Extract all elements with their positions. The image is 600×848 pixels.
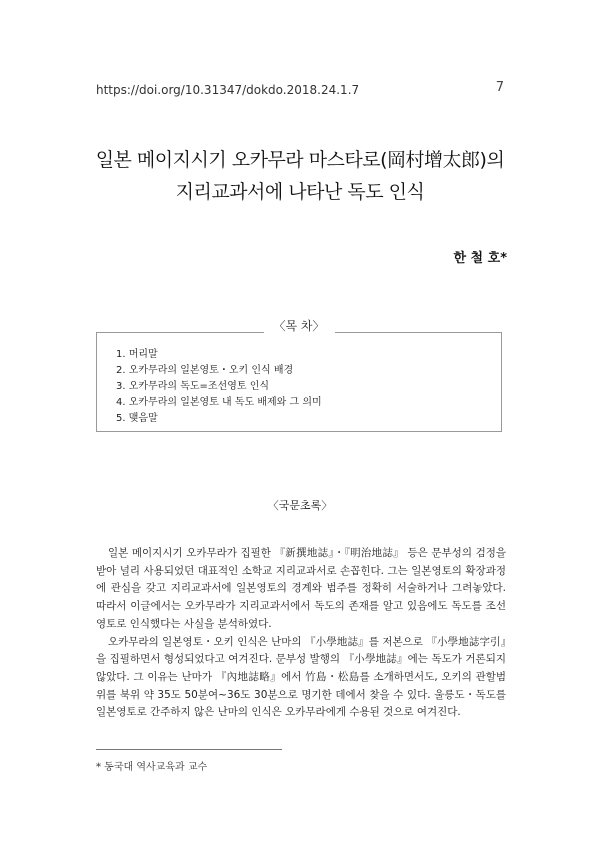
- footnote: * 동국대 역사교육과 교수: [96, 762, 208, 773]
- footnote-divider: [96, 749, 282, 750]
- abstract-paragraph: 일본 메이지시기 오카무라가 집필한 『新撰地誌』・『明治地誌』 등은 문부성의 검정을 받아 널리 사용되었던 대표적인 소학교 지리교과서로 손꼽힌다. 그는 일본영토의 확장과정에 관심을 갖고 지리교과서에 일본영토의 경계와 범주를 정확히 서술하거나 그려놓았다. 따라서 이글에서는 오카무라가 지리교과서에서 독도의 존재를 알고 있음에도 독도를 조선영토로 인식했다는 사실을 분석하였다.: [96, 547, 506, 630]
- author-name: 한 철 호*: [453, 251, 507, 266]
- toc-item: 5. 맺음말: [116, 413, 158, 424]
- abstract-heading: 〈국문초록〉: [267, 499, 333, 512]
- doi-link[interactable]: https://doi.org/10.31347/dokdo.2018.24.1.7: [96, 83, 360, 97]
- toc-item: 4. 오카무라의 일본영토 내 독도 배제와 그 의미: [116, 397, 322, 408]
- toc-list: [116, 347, 322, 427]
- toc-item: 1. 머리말: [116, 349, 158, 360]
- abstract-paragraph: 오카무라의 일본영토・오키 인식은 난마의 『小學地誌』를 저본으로 『小學地誌字引』을 집필하면서 형성되었다고 여겨진다. 문부성 발행의 『小學地誌』에는 독도가 거론되지 않았다. 그 이유는 난마가 『內地誌略』에서 竹島・松島를 소개하면서도, 오키의 관할범위를 북위 약 35도 50분여~36도 30분으로 명기한 데에서 찾을 수 있다. 울릉도・독도를 일본영토로 간주하지 않은 난마의 인식은 오카무라에게 수용된 것으로 여겨진다.: [96, 635, 506, 719]
- abstract-body: [96, 545, 506, 722]
- paper-title-line1: 일본 메이지시기 오카무라 마스타로(岡村增太郎)의: [95, 149, 505, 171]
- toc-heading-wrap: [96, 317, 502, 334]
- page-number: 7: [495, 80, 504, 95]
- paper-title-line2: 지리교과서에 나타난 독도 인식: [175, 181, 425, 203]
- toc-item: 3. 오카무라의 독도=조선영토 인식: [116, 381, 270, 392]
- toc-heading: 〈목 차〉: [264, 319, 335, 333]
- toc-item: 2. 오카무라의 일본영토・오키 인식 배경: [116, 365, 294, 376]
